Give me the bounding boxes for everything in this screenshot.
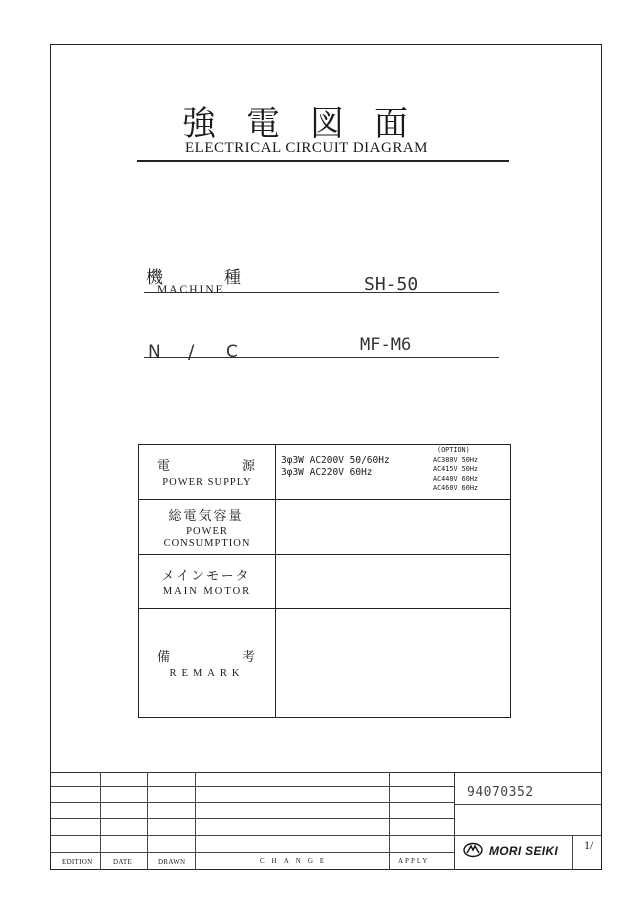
option-item: AC415V 50Hz (433, 465, 479, 473)
machine-label-jp-2: 種 (224, 268, 241, 288)
tb-line (51, 802, 454, 803)
tb-line (51, 818, 454, 819)
date-label: DATE (113, 858, 133, 866)
title-underline (137, 160, 509, 162)
power-supply-line-1: 3φ3W AC200V 50/60Hz (281, 455, 390, 466)
row-remark (139, 609, 511, 718)
power-supply-values (276, 445, 510, 499)
machine-label-en: MACHINE (157, 284, 225, 296)
spec-table (138, 444, 511, 718)
remark-jp-2: 考 (241, 650, 255, 665)
row-power-supply (139, 445, 511, 500)
power-consumption-value-cell (276, 500, 511, 555)
machine-underline (144, 292, 499, 293)
remark-label-en: REMARK (169, 668, 245, 679)
title-japanese: 強電図面 (182, 104, 438, 144)
tb-col (389, 772, 390, 870)
tb-col (100, 772, 101, 870)
drawn-label: DRAWN (158, 858, 186, 866)
tb-line (51, 852, 454, 853)
power-supply-line-2: 3φ3W AC220V 60Hz (281, 467, 373, 478)
row-main-motor (139, 555, 511, 609)
apply-label: APPLY (398, 857, 430, 865)
tb-col (195, 772, 196, 870)
tb-col (454, 772, 455, 870)
nc-label-c: C (226, 342, 238, 362)
power-consumption-label-jp: 総電気容量 (168, 508, 244, 524)
main-motor-label-cell (139, 555, 276, 609)
tb-line (454, 804, 601, 805)
power-consumption-label-en-2: CONSUMPTION (163, 537, 251, 549)
power-supply-label-cell (139, 445, 276, 500)
power-supply-options (433, 446, 478, 494)
power-consumption-label-cell (139, 500, 276, 555)
main-motor-value-cell (276, 555, 511, 609)
tb-line (51, 835, 601, 836)
remark-value-cell (276, 609, 511, 718)
title-english: ELECTRICAL CIRCUIT DIAGRAM (185, 140, 428, 156)
remark-jp-1: 備 (157, 650, 171, 665)
company-name: MORI SEIKI (489, 844, 559, 858)
nc-label-slash: / (188, 341, 195, 363)
power-supply-value-cell (276, 445, 511, 500)
power-supply-label-jp (139, 455, 275, 474)
option-header: (OPTION) (437, 446, 470, 454)
remark-label-jp (139, 646, 275, 665)
option-item: AC440V 60Hz (433, 474, 479, 483)
tb-col (147, 772, 148, 870)
nc-label-n: N (148, 342, 161, 362)
drawing-number: 94070352 (467, 785, 534, 800)
tb-line-top (51, 772, 601, 773)
power-supply-label-en: POWER SUPPLY (162, 477, 252, 488)
nc-underline (144, 357, 499, 358)
machine-value: SH-50 (364, 274, 419, 295)
change-label: CHANGE (260, 857, 332, 865)
option-item: AC380V 50Hz (433, 455, 479, 464)
sheet-number: 1/ (584, 838, 594, 852)
edition-label: EDITION (62, 858, 93, 866)
power-supply-jp-1: 電 (157, 459, 171, 474)
machine-label-jp-1: 機 (146, 268, 163, 288)
power-supply-jp-2: 源 (241, 459, 255, 474)
option-item: AC460V 60Hz (433, 484, 479, 492)
main-motor-label-en: MAIN MOTOR (162, 586, 252, 597)
mori-seiki-logo-icon (463, 842, 483, 858)
row-power-consumption (139, 500, 511, 555)
main-motor-label-jp: メインモータ (161, 569, 251, 584)
power-consumption-label-en-1: POWER (186, 525, 228, 537)
remark-label-cell (139, 609, 276, 718)
nc-value: MF-M6 (360, 335, 412, 355)
power-supply-main (281, 455, 390, 479)
tb-line (51, 786, 454, 787)
tb-col (572, 835, 573, 870)
